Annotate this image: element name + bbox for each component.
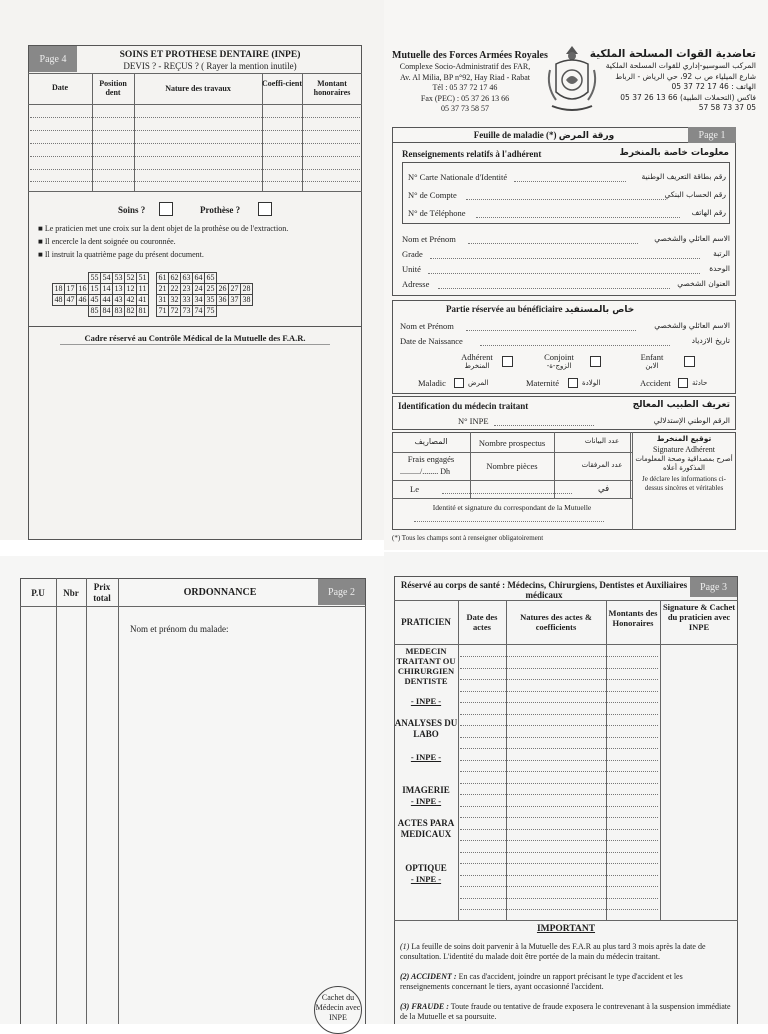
tooth-cell[interactable]: 75	[206, 306, 215, 315]
col-date: Date	[52, 83, 68, 92]
row-imagerie: IMAGERIE	[402, 785, 450, 795]
tooth-cell[interactable]: 46	[78, 295, 87, 304]
le-label: Le	[410, 484, 419, 494]
page-4-subtitle: DEVIS ? - REÇUS ? ( Rayer la mention inutile)	[123, 61, 297, 71]
tooth-cell[interactable]: 44	[102, 295, 111, 304]
ident-title-fr: Identification du médecin traitant	[398, 401, 529, 411]
page-1-panel	[384, 0, 768, 550]
adherent-option-ar: المنخرط	[464, 362, 490, 370]
grade-label-ar: الرتبة	[713, 249, 730, 258]
prix-total-header: Prix total	[93, 582, 111, 603]
dotted-line	[460, 886, 658, 887]
tooth-cell[interactable]: 34	[194, 295, 203, 304]
maternite-fr: Maternité	[526, 378, 560, 388]
dotted-line	[460, 748, 658, 749]
row-analyses: ANALYSES DU LABO	[394, 718, 458, 739]
adad-murfaqat-label: عدد المرفقات	[581, 461, 623, 469]
ordonnance-title: ORDONNANCE	[183, 587, 257, 598]
masarif-label: المصاريف	[414, 437, 448, 446]
org-address-fr: Complexe Socio-Administratif des FAR, Av. Al Milia, BP n°92, Hay Riad - Rabat Tél : 05 37 72 17 46 Fax (PEC) : 05 37 26 13 66 05 37 73 58 57	[399, 62, 531, 113]
cadre-title: Cadre réservé au Contrôle Médical de la Mutuelle des F.A.R.	[84, 333, 306, 343]
tooth-cell[interactable]: 12	[126, 284, 135, 293]
org-name-fr: Mutuelle des Forces Armées Royales	[392, 50, 548, 61]
prothese-label: Prothèse ?	[200, 205, 241, 215]
maladic-ar: المرض	[468, 379, 489, 387]
page-3-title: Réservé au corps de santé : Médecins, Chirurgiens, Dentistes et Auxiliaires médicaux	[400, 580, 688, 600]
soins-label: Soins ?	[118, 205, 146, 215]
tooth-cell[interactable]: 18	[54, 284, 63, 293]
tooth-cell[interactable]: 74	[194, 306, 203, 315]
dotted-line	[460, 771, 658, 772]
tooth-cell[interactable]: 24	[194, 284, 203, 293]
inpe-label: N° INPE	[458, 416, 489, 426]
cachet-medecin-stamp: Cachet du Médecin avec INPE	[314, 986, 362, 1034]
tooth-cell[interactable]: 41	[138, 295, 147, 304]
unite-label: Unité	[402, 264, 421, 274]
conjoint-option-ar: الزوج-ة-	[546, 362, 572, 370]
declare-ar: أصرح بمصداقية وصحة المعلومات المذكورة أعلاه	[635, 455, 733, 472]
frais-value: ........../........ Dh	[400, 467, 451, 476]
frais-label: Frais engagés	[407, 454, 455, 464]
nb-pieces-label: Nombre pièces	[486, 461, 538, 471]
dotted-line	[460, 806, 658, 807]
note-1: (1) La feuille de soins doit parvenir à la Mutuelle des F.A.R au plus tard 3 mois après la date de consultation. L'identité du malade doit être portée de la main du médecin traitant.	[400, 942, 706, 961]
tooth-cell[interactable]: 13	[114, 284, 123, 293]
conjoint-option-fr: Conjoint	[544, 352, 574, 362]
row-optique: OPTIQUE	[405, 863, 447, 873]
col-nature: Nature des travaux	[165, 84, 231, 93]
ident-title-ar: تعريف الطبيب المعالج	[632, 400, 730, 410]
adresse-label: Adresse	[402, 279, 430, 289]
dotted-line	[460, 829, 658, 830]
row-imagerie-inpe: - INPE -	[410, 796, 442, 806]
rens-title-fr: Renseignements relatifs à l'adhérent	[402, 149, 542, 159]
nom-label-ar: الاسم العائلي والشخصي	[654, 234, 730, 243]
conjoint-checkbox[interactable]	[590, 356, 601, 367]
dotted-line	[460, 794, 658, 795]
maternite-ar: الولادة	[582, 379, 601, 387]
tooth-cell[interactable]: 85	[90, 306, 99, 315]
tooth-cell[interactable]: 84	[102, 306, 111, 315]
dotted-line	[460, 875, 658, 876]
prothese-checkbox[interactable]	[258, 202, 272, 216]
accident-fr: Accident	[640, 378, 671, 388]
dotted-line	[460, 679, 658, 680]
nbr-header: Nbr	[63, 588, 79, 598]
cni-label: N° Carte Nationale d'Identité	[408, 172, 508, 182]
tooth-cell[interactable]: 52	[126, 273, 135, 282]
accident-checkbox[interactable]	[678, 378, 688, 388]
adad-bayanat-label: عدد البيانات	[584, 437, 620, 445]
tooth-cell[interactable]: 33	[182, 295, 191, 304]
row-optique-inpe: - INPE -	[410, 874, 442, 884]
tooth-cell[interactable]: 36	[218, 295, 227, 304]
tooth-cell[interactable]: 63	[182, 273, 191, 282]
tooth-cell[interactable]: 14	[102, 284, 111, 293]
dotted-line	[460, 737, 658, 738]
tooth-cell[interactable]: 81	[138, 306, 147, 315]
dotted-line	[460, 725, 658, 726]
compte-label-ar: رقم الحساب البنكي	[664, 190, 726, 199]
page-3-label: Page 3	[690, 577, 737, 597]
page-4-panel	[0, 0, 384, 540]
tooth-cell[interactable]: 23	[182, 284, 191, 293]
col-montants: Montants des Honoraires	[608, 608, 658, 628]
tooth-cell[interactable]: 16	[78, 284, 87, 293]
dotted-line	[460, 702, 658, 703]
tooth-cell[interactable]: 22	[170, 284, 179, 293]
dotted-line	[460, 840, 658, 841]
bnom-label: Nom et Prénom	[400, 321, 454, 331]
tooth-cell[interactable]: 51	[138, 273, 147, 282]
tooth-cell[interactable]: 35	[206, 295, 215, 304]
dotted-line	[460, 909, 658, 910]
enfant-option-fr: Enfant	[640, 352, 664, 362]
important-title: IMPORTANT	[536, 924, 596, 934]
dotted-line	[460, 863, 658, 864]
rens-title-ar: معلومات خاصة بالمنخرط	[619, 148, 729, 158]
grade-label: Grade	[402, 249, 423, 259]
col-position: Position dent	[99, 79, 127, 97]
dotted-line	[460, 852, 658, 853]
benef-title: Partie réservée au bénéficiaire خاص بالمستفيد	[446, 304, 635, 315]
maladic-fr: Maladic	[418, 378, 446, 388]
tooth-cell[interactable]: 53	[114, 273, 123, 282]
tooth-cell[interactable]: 54	[102, 273, 111, 282]
col-praticien: PRATICIEN	[401, 617, 451, 627]
page-4-label: Page 4	[29, 46, 77, 72]
tooth-cell[interactable]: 17	[66, 284, 75, 293]
tooth-cell[interactable]: 71	[158, 306, 167, 315]
tooth-cell[interactable]: 21	[158, 284, 167, 293]
inpe-label-ar: الرقم الوطني الإستدلالي	[653, 416, 730, 425]
note-2: (2) ACCIDENT : En cas d'accident, joindre un rapport précisant le type d'accident et les renseignements concernant le tiers, ayant occasionné l'accident.	[400, 972, 683, 991]
cni-label-ar: رقم بطاقة التعريف الوطنية	[641, 172, 726, 181]
dotted-line	[460, 817, 658, 818]
tooth-cell[interactable]: 28	[242, 284, 251, 293]
adherent-option-fr: Adhérent	[461, 352, 493, 362]
bullet-3: ■ Il instruit la quatrième page du présent document.	[38, 250, 204, 259]
tooth-cell[interactable]: 83	[114, 306, 123, 315]
accident-ar: حادثة	[692, 379, 708, 387]
tooth-cell[interactable]: 32	[170, 295, 179, 304]
feuille-title: Feuille de maladie (*) ورقة المرض	[473, 130, 615, 141]
page-2-panel	[0, 556, 384, 1024]
cadre-box	[28, 327, 362, 540]
tooth-cell[interactable]: 15	[90, 284, 99, 293]
sign-ar: توقيع المنخرط	[656, 434, 712, 443]
dotted-line	[460, 691, 658, 692]
page-3-panel	[384, 552, 768, 1024]
note-3: (3) FRAUDE : Toute fraude ou tentative de fraude exposera le contrevenant à la suspension immédiate de la Mutuelle et sa poursuite.	[400, 1002, 731, 1021]
org-name-ar: تعاضدية القوات المسلحة الملكية	[589, 48, 756, 60]
compte-label: N° de Compte	[408, 190, 457, 200]
bnom-label-ar: الاسم العائلي والشخصي	[654, 321, 730, 330]
row-actes: ACTES PARA MEDICAUX	[397, 818, 455, 839]
tel-label: N° de Téléphone	[408, 208, 466, 218]
tooth-cell[interactable]: 43	[114, 295, 123, 304]
dotted-line	[460, 714, 658, 715]
col-coeff: Coeffi-cient	[262, 79, 302, 88]
tooth-cell[interactable]: 27	[230, 284, 239, 293]
tooth-cell[interactable]: 55	[90, 273, 99, 282]
tooth-cell[interactable]: 11	[137, 284, 149, 295]
tooth-cell[interactable]: 26	[218, 284, 227, 293]
fi-label: في	[598, 484, 610, 494]
tooth-cell[interactable]: 61	[158, 273, 167, 282]
org-address-ar: المركب السوسيو-إداري للقوات المسلحة الملكية شارع الميلياء ص ب 92، حي الرياض - الرباط الهاتف : 46 17 72 37 05 فاكس (التحملات الطبية) 66 13 26 37 05 05 37 73 58 57	[605, 61, 756, 112]
maladic-checkbox[interactable]	[454, 378, 464, 388]
tooth-cell[interactable]: 73	[182, 306, 191, 315]
dotted-line	[460, 783, 658, 784]
sign-fr: Signature Adhérent	[653, 445, 715, 454]
dotted-line	[460, 760, 658, 761]
maternite-checkbox[interactable]	[568, 378, 578, 388]
tooth-cell[interactable]: 48	[54, 295, 63, 304]
footnote: (*) Tous les champs sont à renseigner obligatoirement	[392, 534, 544, 542]
page-2-frame	[20, 578, 366, 1024]
tooth-cell[interactable]: 82	[126, 306, 135, 315]
dotted-line	[460, 898, 658, 899]
adherent-checkbox[interactable]	[502, 356, 513, 367]
naiss-label: Date de Naissance	[400, 336, 463, 346]
tooth-cell[interactable]: 62	[170, 273, 179, 282]
col-signature: Signature & Cachet du praticien avec INPE	[662, 602, 736, 632]
adresse-label-ar: العنوان الشخصي	[677, 279, 730, 288]
tooth-cell[interactable]: 25	[206, 284, 215, 293]
tooth-cell[interactable]: 72	[170, 306, 179, 315]
bullet-2: ■ Il encercle la dent soignée ou couronnée.	[38, 237, 176, 246]
tooth-cell[interactable]: 65	[206, 273, 215, 282]
tooth-cell[interactable]: 45	[90, 295, 99, 304]
naiss-label-ar: تاريخ الازدياد	[691, 336, 730, 345]
bullet-1: ■ Le praticien met une croix sur la dent objet de la prothèse ou de l'extraction.	[38, 224, 289, 233]
dotted-line	[460, 668, 658, 669]
tooth-cell[interactable]: 38	[242, 295, 251, 304]
tooth-cell[interactable]: 47	[66, 295, 75, 304]
enfant-checkbox[interactable]	[684, 356, 695, 367]
nom-malade-label: Nom et prénom du malade:	[130, 624, 229, 634]
nom-label: Nom et Prénom	[402, 234, 456, 244]
teeth-chart	[52, 272, 253, 317]
row-analyses-inpe: - INPE -	[410, 752, 442, 762]
col-montant: Montant honoraires	[313, 79, 351, 97]
identite-corr: Identité et signature du correspondant de la Mutuelle	[432, 503, 592, 512]
page-1-label: Page 1	[688, 127, 736, 143]
page-2-label: Page 2	[318, 579, 365, 605]
soins-checkbox[interactable]	[159, 202, 173, 216]
row-medecin-inpe: - INPE -	[410, 696, 442, 706]
enfant-option-ar: الابن	[645, 362, 659, 370]
row-medecin: MEDECIN TRAITANT OU CHIRURGIEN DENTISTE	[396, 646, 456, 686]
nb-prospectus-label: Nombre prospectus	[478, 438, 546, 448]
unite-label-ar: الوحدة	[709, 264, 730, 273]
dotted-line	[460, 656, 658, 657]
tooth-cell[interactable]: 31	[158, 295, 167, 304]
pu-header: P.U	[31, 588, 45, 598]
declare-fr: Je déclare les informations ci-dessus sincères et véritables	[642, 475, 726, 492]
col-natures: Natures des actes & coefficients	[520, 612, 592, 632]
tel-label-ar: رقم الهاتف	[691, 208, 726, 217]
col-date-actes: Date des actes	[466, 612, 498, 632]
tooth-cell[interactable]: 64	[194, 273, 203, 282]
page-4-title: SOINS ET PROTHESE DENTAIRE (INPE)	[119, 50, 301, 60]
tooth-cell[interactable]: 37	[230, 295, 239, 304]
tooth-cell[interactable]: 42	[126, 295, 135, 304]
